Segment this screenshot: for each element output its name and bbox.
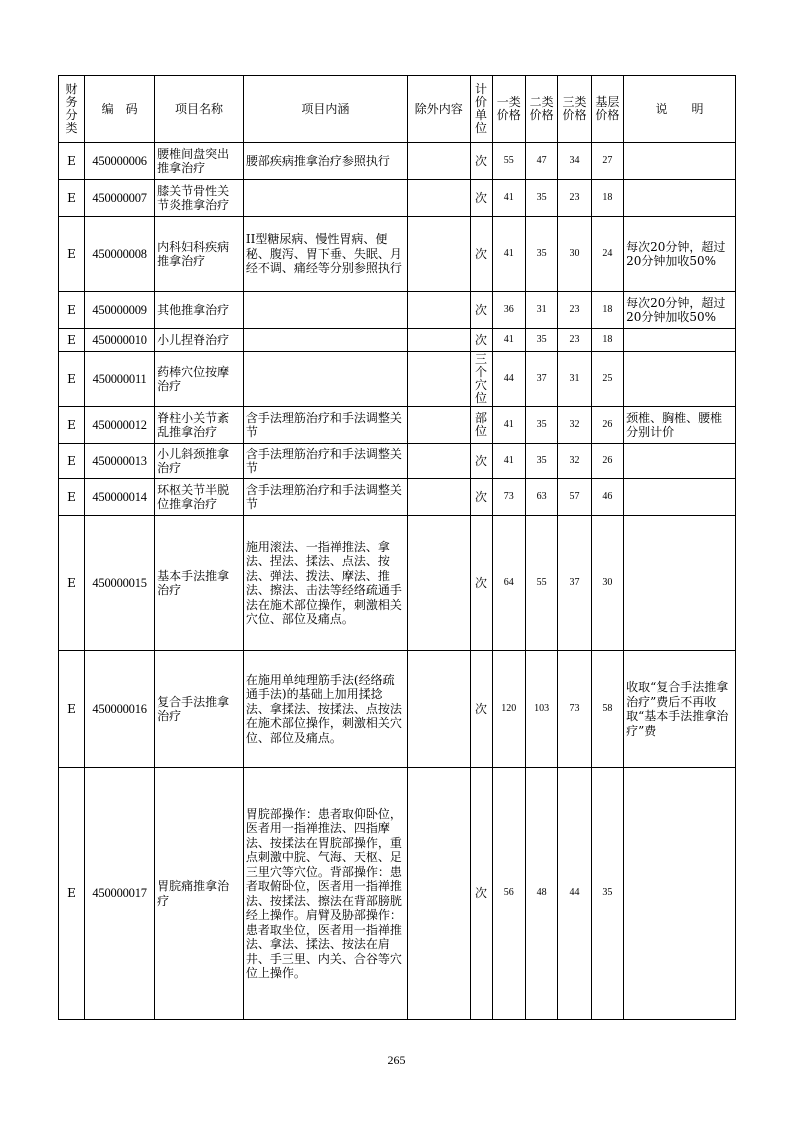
table-row: [59, 407, 736, 444]
row-price2: 31: [525, 292, 557, 329]
row-price-base: 27: [591, 143, 623, 180]
row-price3: 23: [558, 180, 591, 217]
row-code: 450000013: [85, 444, 155, 479]
row-exclusion: [407, 217, 470, 292]
row-category: E: [59, 292, 85, 329]
row-price-base: 18: [591, 329, 623, 352]
row-exclusion: [407, 352, 470, 407]
row-category: E: [59, 651, 85, 768]
row-note: 颈椎、胸椎、腰椎分别计价: [624, 407, 736, 444]
header-price-base: 基层价格: [591, 76, 623, 143]
row-category: E: [59, 180, 85, 217]
row-price1: 41: [492, 329, 525, 352]
row-price1: 36: [492, 292, 525, 329]
table-row: [59, 143, 736, 180]
row-name: 腰椎间盘突出推拿治疗: [155, 143, 244, 180]
row-code: 450000015: [85, 516, 155, 651]
row-price3: 34: [558, 143, 591, 180]
row-price1: 55: [492, 143, 525, 180]
table-row: [59, 180, 736, 217]
row-name: 脊柱小关节紊乱推拿治疗: [155, 407, 244, 444]
row-exclusion: [407, 444, 470, 479]
table-row: [59, 516, 736, 651]
row-name: 小儿斜颈推拿治疗: [155, 444, 244, 479]
row-price-base: 18: [591, 180, 623, 217]
row-code: 450000006: [85, 143, 155, 180]
row-unit: 三个穴位: [470, 352, 492, 407]
row-name: 胃脘痛推拿治疗: [155, 768, 244, 1020]
row-unit: 次: [470, 768, 492, 1020]
row-exclusion: [407, 143, 470, 180]
row-price-base: 46: [591, 479, 623, 516]
table-row: [59, 329, 736, 352]
row-name: 复合手法推拿治疗: [155, 651, 244, 768]
row-name: 基本手法推拿治疗: [155, 516, 244, 651]
row-note: [624, 768, 736, 1020]
row-unit: 次: [470, 479, 492, 516]
row-unit: 次: [470, 444, 492, 479]
row-exclusion: [407, 768, 470, 1020]
row-price3: 44: [558, 768, 591, 1020]
row-exclusion: [407, 180, 470, 217]
page-number: 265: [387, 1053, 406, 1067]
table-row: [59, 217, 736, 292]
row-category: E: [59, 516, 85, 651]
row-price2: 48: [525, 768, 557, 1020]
row-price3: 57: [558, 479, 591, 516]
row-code: 450000016: [85, 651, 155, 768]
header-row: [59, 76, 736, 143]
row-price1: 64: [492, 516, 525, 651]
row-note: 收取“复合手法推拿治疗”费后不再收取“基本手法推拿治疗”费: [624, 651, 736, 768]
row-content: II型糖尿病、慢性胃病、便秘、腹泻、胃下垂、失眠、月经不调、痛经等分别参照执行: [243, 217, 407, 292]
row-content: 在施用单纯理筋手法(经络疏通手法)的基础上加用揉捻法、拿揉法、按揉法、点按法在施术部位操作，刺激相关穴位、部位及痛点。: [243, 651, 407, 768]
row-code: 450000017: [85, 768, 155, 1020]
row-unit: 次: [470, 651, 492, 768]
row-price1: 44: [492, 352, 525, 407]
row-price1: 41: [492, 444, 525, 479]
row-price1: 41: [492, 217, 525, 292]
header-code: 编 码: [85, 76, 155, 143]
row-price3: 37: [558, 516, 591, 651]
row-price2: 47: [525, 143, 557, 180]
row-unit: 次: [470, 143, 492, 180]
row-category: E: [59, 329, 85, 352]
row-price-base: 30: [591, 516, 623, 651]
row-note: [624, 516, 736, 651]
row-exclusion: [407, 329, 470, 352]
row-unit: 次: [470, 180, 492, 217]
row-content: 含手法理筋治疗和手法调整关节: [243, 479, 407, 516]
row-unit: 次: [470, 516, 492, 651]
row-content: 施用滚法、一指禅推法、拿法、捏法、揉法、点法、按法、弹法、拨法、摩法、推法、擦法、击法等经络疏通手法在施术部位操作，刺激相关穴位、部位及痛点。: [243, 516, 407, 651]
row-unit: 次: [470, 292, 492, 329]
header-price2: 二类价格: [525, 76, 557, 143]
row-price2: 103: [525, 651, 557, 768]
row-price-base: 25: [591, 352, 623, 407]
row-price1: 73: [492, 479, 525, 516]
row-category: E: [59, 768, 85, 1020]
row-price-base: 18: [591, 292, 623, 329]
header-note: 说 明: [624, 76, 736, 143]
row-price2: 37: [525, 352, 557, 407]
row-category: E: [59, 217, 85, 292]
row-content: [243, 352, 407, 407]
row-note: [624, 352, 736, 407]
row-unit: 次: [470, 217, 492, 292]
header-content: 项目内涵: [243, 76, 407, 143]
row-price2: 63: [525, 479, 557, 516]
row-name: 内科妇科疾病推拿治疗: [155, 217, 244, 292]
row-exclusion: [407, 407, 470, 444]
row-exclusion: [407, 292, 470, 329]
header-price1: 一类价格: [492, 76, 525, 143]
row-price3: 32: [558, 444, 591, 479]
row-code: 450000010: [85, 329, 155, 352]
row-price1: 41: [492, 180, 525, 217]
price-table: [58, 75, 736, 1020]
row-price3: 30: [558, 217, 591, 292]
row-note: [624, 180, 736, 217]
table-row: [59, 651, 736, 768]
row-code: 450000007: [85, 180, 155, 217]
row-note: [624, 329, 736, 352]
row-content: 胃脘部操作：患者取仰卧位，医者用一指禅推法、四指摩法、按揉法在胃脘部操作，重点刺激中脘、气海、天枢、足三里穴等穴位。背部操作：患者取俯卧位，医者用一指禅推法、按揉法、擦法在背部膀胱经上操作。肩臂及胁部操作：患者取坐位，医者用一指禅推法、拿法、揉法、按法在肩井、手三里、内关、合谷等穴位上操作。: [243, 768, 407, 1020]
row-category: E: [59, 444, 85, 479]
row-price-base: 24: [591, 217, 623, 292]
row-price-base: 26: [591, 407, 623, 444]
row-name: 环枢关节半脱位推拿治疗: [155, 479, 244, 516]
row-content: 含手法理筋治疗和手法调整关节: [243, 407, 407, 444]
row-price2: 35: [525, 329, 557, 352]
header-exclusion: 除外内容: [407, 76, 470, 143]
row-name: 膝关节骨性关节炎推拿治疗: [155, 180, 244, 217]
row-price2: 35: [525, 180, 557, 217]
row-unit: 次: [470, 329, 492, 352]
row-price2: 35: [525, 444, 557, 479]
row-price3: 32: [558, 407, 591, 444]
table-row: [59, 479, 736, 516]
table-row: [59, 768, 736, 1020]
row-code: 450000014: [85, 479, 155, 516]
row-content: 腰部疾病推拿治疗参照执行: [243, 143, 407, 180]
row-content: [243, 292, 407, 329]
row-exclusion: [407, 651, 470, 768]
row-code: 450000012: [85, 407, 155, 444]
row-note: [624, 444, 736, 479]
table-row: [59, 444, 736, 479]
row-content: [243, 329, 407, 352]
row-code: 450000008: [85, 217, 155, 292]
row-exclusion: [407, 516, 470, 651]
row-note: [624, 479, 736, 516]
row-category: E: [59, 352, 85, 407]
row-name: 药棒穴位按摩治疗: [155, 352, 244, 407]
row-name: 其他推拿治疗: [155, 292, 244, 329]
row-category: E: [59, 143, 85, 180]
row-note: [624, 143, 736, 180]
row-price3: 31: [558, 352, 591, 407]
table-row: [59, 292, 736, 329]
row-category: E: [59, 479, 85, 516]
row-price2: 35: [525, 407, 557, 444]
row-price-base: 26: [591, 444, 623, 479]
row-content: [243, 180, 407, 217]
row-name: 小儿捏脊治疗: [155, 329, 244, 352]
table-row: [59, 352, 736, 407]
row-code: 450000011: [85, 352, 155, 407]
row-price2: 35: [525, 217, 557, 292]
row-price1: 56: [492, 768, 525, 1020]
row-note: 每次20分钟，超过20分钟加收50%: [624, 292, 736, 329]
row-price1: 41: [492, 407, 525, 444]
header-name: 项目名称: [155, 76, 244, 143]
row-note: 每次20分钟，超过20分钟加收50%: [624, 217, 736, 292]
row-price-base: 58: [591, 651, 623, 768]
row-price3: 73: [558, 651, 591, 768]
row-content: 含手法理筋治疗和手法调整关节: [243, 444, 407, 479]
row-price-base: 35: [591, 768, 623, 1020]
row-exclusion: [407, 479, 470, 516]
row-price3: 23: [558, 329, 591, 352]
row-price3: 23: [558, 292, 591, 329]
header-category: 财务分类: [59, 76, 85, 143]
header-unit: 计价单位: [470, 76, 492, 143]
row-code: 450000009: [85, 292, 155, 329]
row-category: E: [59, 407, 85, 444]
row-unit: 部位: [470, 407, 492, 444]
row-price2: 55: [525, 516, 557, 651]
row-price1: 120: [492, 651, 525, 768]
header-price3: 三类价格: [558, 76, 591, 143]
